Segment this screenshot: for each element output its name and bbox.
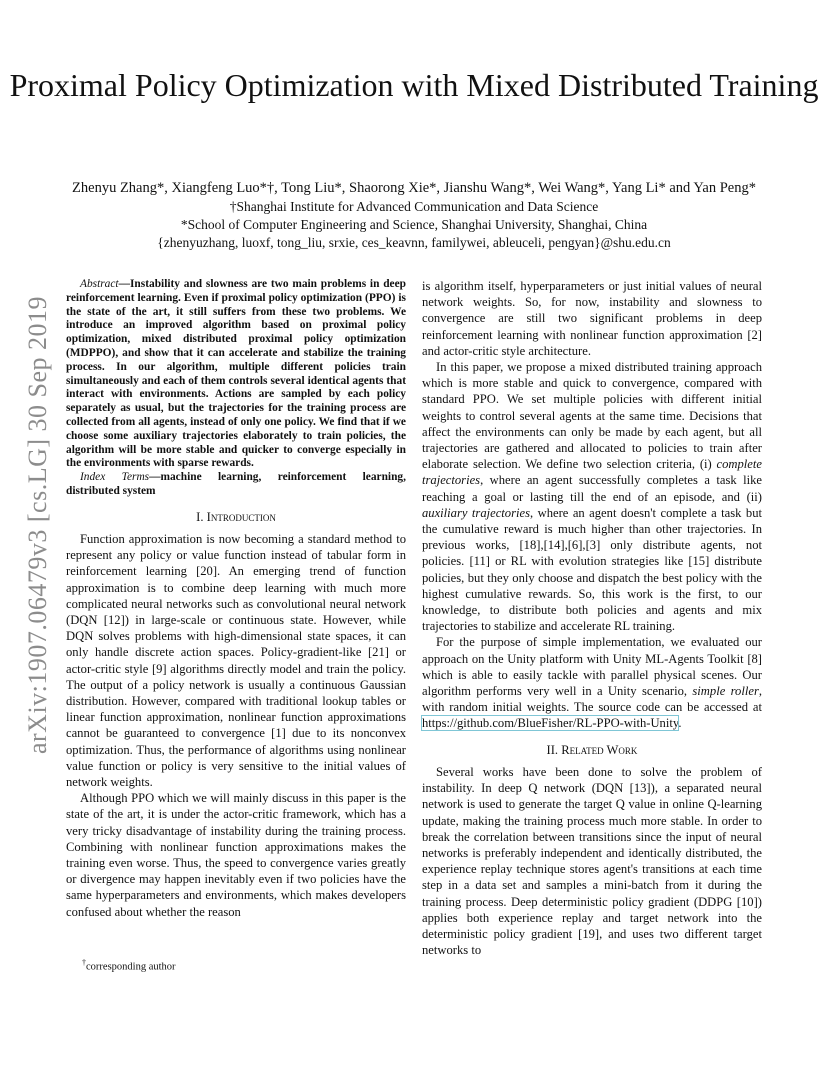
right-column	[422, 278, 762, 958]
source-code-link[interactable]: https://github.com/BlueFisher/RL-PPO-with-Unity	[422, 716, 679, 731]
footnote-dagger: †	[82, 958, 86, 967]
abstract-label: Abstract	[80, 278, 119, 290]
author-block	[0, 178, 828, 252]
intro-p4-text-c: , where an agent doesn't complete a task but the cumulative reward is much higher than other trajectories. In previous works, [18],[14],[6],[3] only distribute agents, not policies. [11] or RL with evolution strategies like [15] distribute policies, but they only choose and dispatch the best policy with the highest cumulative rewards. So, this work is the first, to our knowledge, to distribute both policies and agents and mix trajectories to stabilize and accelerate RL training.	[422, 505, 762, 634]
affiliation-1: †Shanghai Institute for Advanced Communication and Data Science	[229, 199, 599, 214]
intro-paragraph-2: Although PPO which we will mainly discuss in this paper is the state of the art, it is under the actor-critic framework, which has a very tricky disadvantage of instability during the training process. Combining with nonlinear function approximations makes the training even worse. Thus, the speed to convergence varies greatly or divergence may happen inevitably even if two policies have the same hyperparameters and environments, which makes developers confused about whether the reason	[66, 791, 406, 919]
footnote-text: corresponding author	[86, 961, 176, 973]
arxiv-identifier-text: arXiv:1907.06479v3 [cs.LG] 30 Sep 2019	[23, 295, 52, 755]
intro-paragraph-1: Function approximation is now becoming a standard method to represent any policy or value function instead of tabular form in reinforcement learning [20]. An emerging trend of function approximation is to combine deep learning with much more complicated neural networks such as convolutional neural network (DQN [12]) in large-scale or continuous state. However, while DQN solves problems with high-dimensional state spaces, it can only handle discrete action spaces. Policy-gradient-like [21] or actor-critic style [9] algorithms directly model and train the policy. The output of a policy network is usually a continuous Gaussian distribution. However, compared with traditional lookup tables or linear function approximation, nonlinear function approximations cannot be guaranteed to convergence [1] due to its nonconvex optimization. Thus, the performance of algorithms using nonlinear value function or policy is very sensitive to the initial values of network weights.	[66, 531, 406, 789]
term-auxiliary-trajectories: auxiliary trajectories	[422, 505, 530, 520]
term-simple-roller: simple roller	[692, 684, 759, 699]
footnote	[82, 958, 176, 973]
index-terms	[66, 471, 406, 499]
intro-paragraph-5	[422, 634, 762, 731]
intro-p5-text-a: For the purpose of simple implementation, we evaluated our approach on the Unity platform with Unity ML-Agents Toolkit [8] which is able to easily tackle with parallel physical scenes. Our algorithm performs very well in a Unity scenario,	[422, 635, 762, 699]
index-terms-label: Index Terms	[80, 471, 150, 484]
related-paragraph-1: Several works have been done to solve the problem of instability. In deep Q network (DQN [13]), a separated neural network is used to generate the target Q value in online Q-learning update, making the training process much more stable. In order to break the correlation between transitions since the input of neural networks is preferably independent and identically distributed, the experience replay technique stores agent's transitions at each time step in a data set and samples a mini-batch from it during the training process. Deep deterministic policy gradient (DDPG [10]) applies both experience replay and target network into the deterministic policy gradient [19], and uses two different target networks to	[422, 764, 762, 958]
intro-p4-text-a: In this paper, we propose a mixed distributed training approach which is more stable and quick to convergence, compared with standard PPO. We set multiple policies with different initial weights to control several agents at the same time. Decisions that affect the environments can only be made by each agent, but all trajectories are gathered and allocated to policies to train after elaborate selection. We define two selection criteria, (i)	[422, 360, 762, 472]
abstract-text: —Instability and slowness are two main problems in deep reinforcement learning. Even if proximal policy optimization (PPO) is the state of the art, it still suffers from these two problems. We introduce an improved algorithm based on proximal policy optimization, mixed distributed proximal policy optimization (MDPPO), and show that it can accelerate and stabilize the training process. In our algorithm, multiple different policies train simultaneously and each of them controls several identical agents that interact with environments. Actions are sampled by each policy separately as usual, but the trajectories for the training process are collected from all agents, instead of only one policy. We find that if we choose some auxiliary trajectories elaborately to train policies, the algorithm will be more stable and quicker to converge especially in the environments with sparse rewards.	[66, 278, 406, 470]
section-heading-related-work: II. Related Work	[546, 742, 638, 757]
abstract	[66, 278, 406, 471]
left-column	[66, 278, 406, 920]
index-terms-text: —machine learning, reinforcement learning, distributed system	[66, 471, 406, 497]
intro-p5-end: .	[678, 716, 682, 731]
paper-title: Proximal Policy Optimization with Mixed Distributed Training	[9, 67, 819, 103]
term-complete-trajectories: complete trajectories	[422, 457, 762, 488]
intro-p4-text-b: , where an agent successfully completes a task like reaching a goal or lasting till the end of an episode, and (ii)	[422, 473, 762, 504]
intro-p5-text-b: , with random initial weights. The source code can be accessed at	[422, 684, 763, 715]
intro-paragraph-4	[422, 359, 762, 634]
author-emails: {zhenyuzhang, luoxf, tong_liu, srxie, ces_keavnn, familywei, ableuceli, pengyan}@shu.edu.cn	[157, 235, 671, 250]
arxiv-identifier	[18, 290, 58, 760]
section-heading-introduction: I. Introduction	[196, 509, 276, 524]
affiliation-2: *School of Computer Engineering and Science, Shanghai University, Shanghai, China	[180, 217, 648, 232]
intro-paragraph-3: is algorithm itself, hyperparameters or just initial values of neural network weights. So, for now, instability and slowness to convergence are still two significant problems in deep reinforcement learning with nonlinear function approximation [2] and actor-critic style architecture.	[422, 279, 762, 358]
author-list: Zhenyu Zhang*, Xiangfeng Luo*†, Tong Liu*, Shaorong Xie*, Jianshu Wang*, Wei Wang*, Yang Li* and Yan Peng*	[72, 180, 756, 196]
